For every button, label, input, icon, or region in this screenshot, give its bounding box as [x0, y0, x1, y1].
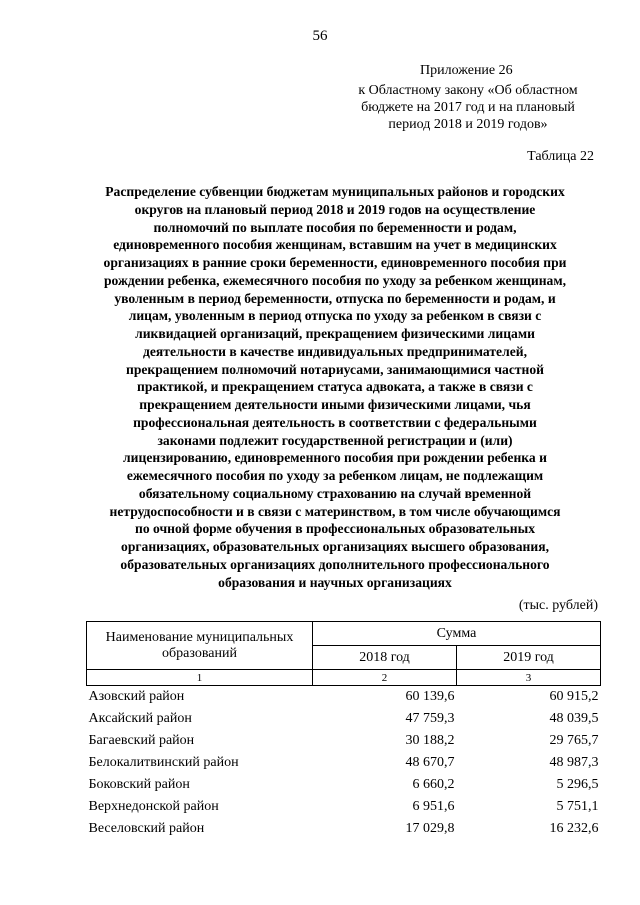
- column-index-3: 3: [457, 670, 601, 686]
- document-heading-line: по очной форме обучения в профессиональных образовательных: [134, 521, 536, 537]
- amount-2018: 47 759,3: [405, 711, 455, 726]
- column-header-2018: 2018 год: [313, 646, 457, 670]
- amount-2019: 16 232,6: [549, 821, 599, 836]
- document-heading-line: лицам, уволенным в период отпуска по уходу за ребенком в связи с: [128, 308, 542, 324]
- municipality-name: Белокалитвинский район: [88, 755, 239, 770]
- subvention-table: [86, 621, 601, 840]
- appendix-law-line: бюджете на 2017 год и на плановый: [361, 100, 575, 115]
- table-row: [87, 818, 601, 840]
- document-heading-line: уволенным в период беременности, отпуска по беременности и родам, и: [114, 290, 556, 306]
- page-number: 56: [312, 28, 328, 44]
- municipality-name: Верхнедонской район: [88, 799, 219, 814]
- municipality-name: Азовский район: [88, 689, 185, 704]
- unit-note: (тыс. рублей): [518, 598, 598, 613]
- document-heading-line: прекращением полномочий нотариусами, занимающимися частной: [125, 361, 545, 377]
- amount-2018: 60 139,6: [405, 689, 455, 704]
- column-header-name-line: Наименование муниципальных: [105, 629, 294, 645]
- document-heading-line: ликвидацией организаций, прекращением физическими лицами: [135, 326, 535, 341]
- document-heading-line: организациях в ранние сроки беременности, единовременного пособия при: [103, 255, 567, 270]
- column-header-sum: Сумма: [313, 622, 601, 646]
- column-index-1: 1: [87, 670, 313, 686]
- document-heading-line: рождении ребенка, ежемесячного пособия по уходу за ребенком женщинам,: [103, 272, 567, 288]
- document-heading-line: образования и научных организациях: [218, 574, 452, 590]
- appendix-law-line: к Областному закону «Об областном: [358, 83, 578, 98]
- document-heading-line: прекращением деятельности иными физическими лицами, чья: [139, 397, 531, 412]
- document-heading-line: единовременного пособия женщинам, вставшим на учет в медицинских: [113, 237, 557, 253]
- document-heading-line: организациях, образовательных организациях высшего образования,: [121, 539, 549, 554]
- municipality-name: Боковский район: [88, 777, 190, 792]
- document-heading-line: профессиональная деятельность в соответствии с федеральными: [133, 414, 537, 430]
- table-row: [87, 730, 601, 752]
- document-heading-line: деятельности в качестве индивидуальных предпринимателей,: [143, 343, 527, 359]
- document-heading-line: нетрудоспособности и в связи с материнством, в том числе обучающимся: [109, 503, 561, 519]
- appendix-law-line: период 2018 и 2019 годов»: [388, 117, 548, 132]
- amount-2019: 60 915,2: [549, 689, 599, 704]
- municipality-name: Веселовский район: [88, 821, 205, 836]
- amount-2019: 29 765,7: [549, 733, 599, 748]
- column-index-2: 2: [313, 670, 457, 686]
- municipality-name: Аксайский район: [88, 711, 192, 726]
- table-row: [87, 708, 601, 730]
- amount-2018: 48 670,7: [405, 755, 455, 770]
- amount-2018: 6 951,6: [412, 799, 455, 814]
- document-heading-line: лицензированию, единовременного пособия при рождении ребенка и: [123, 450, 547, 466]
- table-body: [87, 686, 601, 841]
- amount-2018: 30 188,2: [405, 733, 455, 748]
- document-heading-line: практикой, и прекращением статуса адвоката, а также в связи с: [137, 379, 533, 395]
- document-heading-line: законами подлежит государственной регистрации и (или): [157, 432, 513, 448]
- table-row: [87, 796, 601, 818]
- amount-2019: 5 296,5: [556, 777, 599, 792]
- amount-2018: 6 660,2: [412, 777, 455, 792]
- document-heading-line: Распределение субвенции бюджетам муниципальных районов и городских: [105, 184, 565, 199]
- document-heading-line: округов на плановый период 2018 и 2019 годов на осуществление: [134, 201, 536, 217]
- appendix-law-reference: [342, 82, 594, 133]
- amount-2019: 48 039,5: [549, 711, 599, 726]
- amount-2019: 48 987,3: [549, 755, 599, 770]
- amount-2018: 17 029,8: [405, 821, 455, 836]
- municipality-name: Багаевский район: [88, 733, 195, 748]
- amount-2019: 5 751,1: [556, 799, 599, 814]
- appendix-title: Приложение 26: [420, 63, 513, 78]
- document-heading-line: ежемесячного пособия по уходу за ребенком лицам, не подлежащим: [126, 468, 544, 483]
- column-header-2019: 2019 год: [457, 646, 601, 670]
- document-heading-line: полномочий по выплате пособия по беременности и родам,: [153, 219, 517, 235]
- table-row: [87, 774, 601, 796]
- table-number: Таблица 22: [527, 149, 594, 164]
- table-row: [87, 752, 601, 774]
- column-header-name: [87, 622, 313, 670]
- table-row: [87, 686, 601, 709]
- document-heading-line: образовательных организациях дополнительного профессионального: [120, 556, 550, 572]
- document-heading-line: обязательному социальному страхованию на случай временной: [138, 485, 532, 501]
- document-heading: [70, 183, 600, 591]
- column-header-name-line: образований: [162, 645, 237, 661]
